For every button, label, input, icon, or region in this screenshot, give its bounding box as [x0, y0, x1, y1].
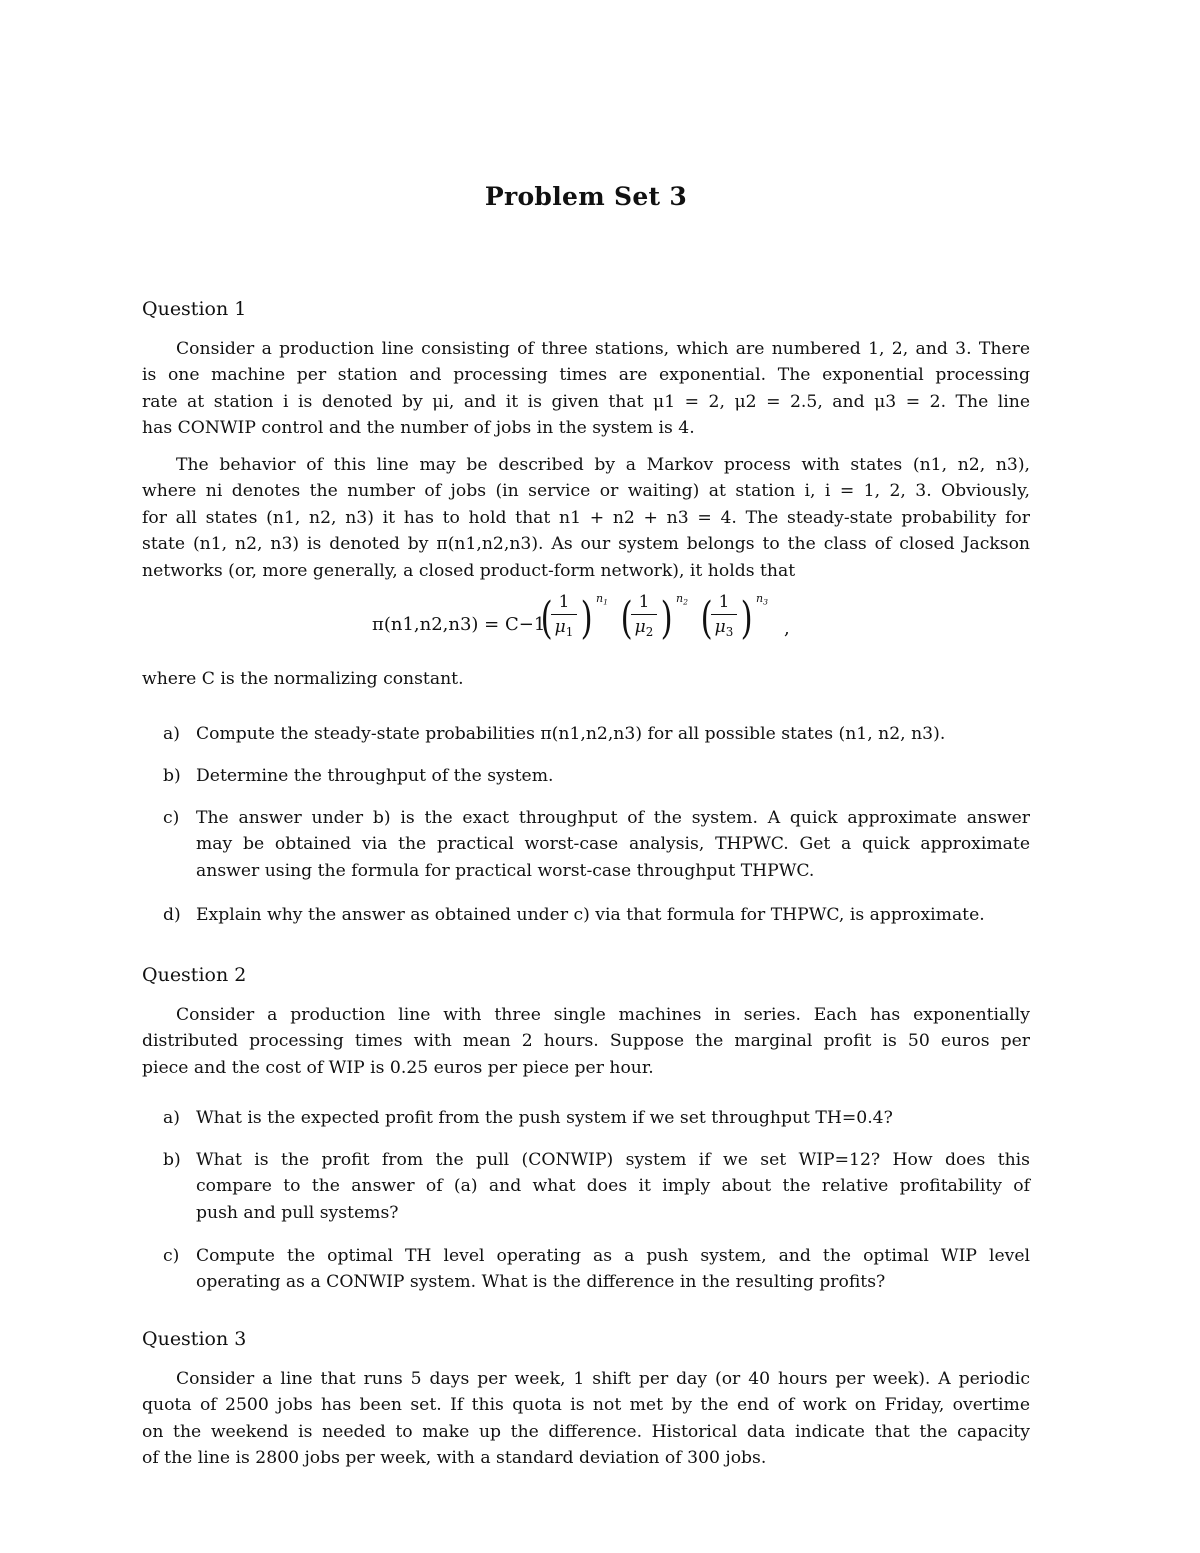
text-line: state (n1, n2, n3) is denoted by π(n1,n2,n3). As our system belongs to the class of closed Jackson — [142, 534, 1030, 555]
product-form-equation — [372, 592, 802, 654]
text-line: networks (or, more generally, a closed product-form network), it holds that — [142, 560, 796, 581]
item-text: Compute the steady-state probabilities π(n1,n2,n3) for all possible states (n1, n2, n3). — [196, 724, 946, 744]
question-1-where — [142, 666, 1030, 692]
text-line: has CONWIP control and the number of jobs in the system is 4. — [142, 418, 695, 439]
text-line: piece and the cost of WIP is 0.25 euros per piece per hour. — [142, 1057, 654, 1078]
item-label: c) — [163, 808, 180, 828]
fraction-mu1: 1 $\mu_1$ — [550, 592, 578, 637]
left-paren: ( — [540, 593, 553, 644]
right-paren: ) — [660, 593, 673, 644]
text-line: where ni denotes the number of jobs (in service or waiting) at station i, i = 1, 2, 3. Obviously, — [142, 481, 1030, 502]
item-text: answer using the formula for practical worst-case throughput THPWC. — [196, 860, 815, 881]
text-line: Consider a production line consisting of three stations, which are numbered 1, 2, and 3. There — [176, 339, 1030, 359]
fraction-mu2: 1 $\mu_2$ — [630, 592, 658, 637]
item-label: b) — [163, 1150, 181, 1170]
text-line: quota of 2500 jobs has been set. If this quota is not met by the end of work on Friday, overtime — [142, 1395, 1030, 1416]
item-text: operating as a CONWIP system. What is the difference in the resulting profits? — [196, 1272, 886, 1293]
question-3-paragraph-1 — [142, 1366, 1030, 1472]
question-1-paragraph-1 — [142, 336, 1030, 442]
text-line: Consider a production line with three single machines in series. Each has exponentially — [176, 1005, 1030, 1025]
question-2-paragraph-1 — [142, 1002, 1030, 1081]
question-1-heading: Question 1 — [142, 298, 247, 320]
item-text: The answer under b) is the exact throughput of the system. A quick approximate answer — [196, 808, 1030, 828]
text-line: The behavior of this line may be described by a Markov process with states (n1, n2, n3), — [176, 455, 1030, 475]
item-text: may be obtained via the practical worst-case analysis, THPWC. Get a quick approximate — [196, 834, 1030, 855]
exponent-n3: $n_3$ — [756, 592, 768, 607]
item-text: compare to the answer of (a) and what does it imply about the relative profitability of — [196, 1176, 1030, 1197]
text-line: rate at station i is denoted by μi, and it is given that μ1 = 2, μ2 = 2.5, and μ3 = 2. The line — [142, 391, 1030, 412]
question-1-paragraph-2 — [142, 452, 1030, 584]
item-text: What is the profit from the pull (CONWIP) system if we set WIP=12? How does this — [196, 1150, 1030, 1170]
left-paren: ( — [700, 593, 713, 644]
text-line: distributed processing times with mean 2 hours. Suppose the marginal profit is 50 euros per — [142, 1031, 1030, 1052]
item-label: c) — [163, 1246, 180, 1266]
item-label: b) — [163, 766, 181, 786]
item-text: Compute the optimal TH level operating as a push system, and the optimal WIP level — [196, 1246, 1030, 1266]
equation-lhs: π(n1,n2,n3) = C−1 — [372, 614, 546, 635]
text-line: of the line is 2800 jobs per week, with a standard deviation of 300 jobs. — [142, 1448, 767, 1469]
item-text: What is the expected profit from the push system if we set throughput TH=0.4? — [196, 1108, 893, 1128]
right-paren: ) — [580, 593, 593, 644]
fraction-mu3: 1 $\mu_3$ — [710, 592, 738, 637]
item-text: push and pull systems? — [196, 1202, 399, 1223]
page-title: Problem Set 3 — [484, 182, 688, 211]
exponent-n1: $n_1$ — [596, 592, 608, 607]
text-line: for all states (n1, n2, n3) it has to hold that n1 + n2 + n3 = 4. The steady-state probability for — [142, 507, 1030, 528]
question-3-heading: Question 3 — [142, 1328, 247, 1350]
text-line: where C is the normalizing constant. — [142, 669, 464, 689]
left-paren: ( — [620, 593, 633, 644]
exponent-n2: $n_2$ — [676, 592, 688, 607]
text-line: Consider a line that runs 5 days per week, 1 shift per day (or 40 hours per week). A periodic — [176, 1369, 1030, 1389]
item-label: a) — [163, 724, 180, 744]
right-paren: ) — [740, 593, 753, 644]
question-2-heading: Question 2 — [142, 964, 247, 986]
item-text: Determine the throughput of the system. — [196, 766, 554, 786]
item-label: a) — [163, 1108, 180, 1128]
equation-comma: , — [784, 618, 790, 639]
text-line: is one machine per station and processing times are exponential. The exponential processing — [142, 365, 1030, 386]
item-label: d) — [163, 905, 181, 925]
text-line: on the weekend is needed to make up the difference. Historical data indicate that the capacity — [142, 1421, 1030, 1442]
item-text: Explain why the answer as obtained under c) via that formula for THPWC, is approximate. — [196, 905, 985, 925]
